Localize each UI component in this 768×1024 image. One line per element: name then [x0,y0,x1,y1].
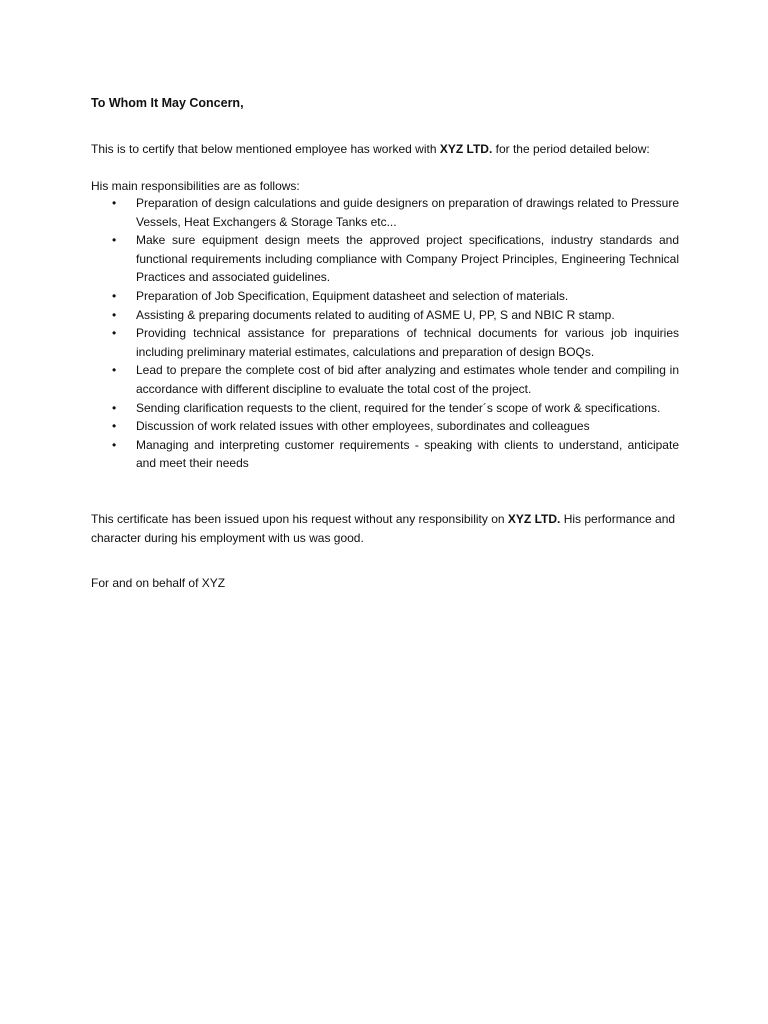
list-item [91,324,679,361]
list-item-text: Preparation of Job Specification, Equipment datasheet and selection of materials. [136,288,569,303]
closing-text-end: His performance and character during his employment with us was good. [91,512,676,545]
list-item [91,306,679,325]
list-item-text: Assisting & preparing documents related to auditing of ASME U, PP, S and NBIC R stamp. [136,307,615,322]
company-name-closing: XYZ LTD. [507,512,561,526]
bullet-icon: • [112,363,117,378]
intro-text-start: This is to certify that below mentioned employee has worked with [91,142,440,156]
responsibilities-heading: His main responsibilities are as follows: [91,179,300,193]
responsibilities-list [91,194,679,473]
list-item [91,231,679,287]
signoff: For and on behalf of XYZ [91,576,226,590]
bullet-icon: • [112,419,117,434]
list-item-text: Lead to prepare the complete cost of bid after analyzing and estimates whole tender and compiling in accordance with different discipline to evaluate the total cost of the project. [136,363,679,396]
salutation: To Whom It May Concern, [91,96,244,110]
list-item-text: Preparation of design calculations and guide designers on preparation of drawings related to Pressure Vessels, Heat Exchangers & Storage Tanks etc... [136,196,679,229]
list-item [91,417,679,436]
intro-text-end: for the period detailed below: [492,142,650,156]
bullet-icon: • [112,437,117,452]
company-name: XYZ LTD. [439,142,493,156]
bullet-icon: • [112,233,117,248]
closing-text-start: This certificate has been issued upon his request without any responsibility on [91,512,508,526]
closing-paragraph [91,510,691,547]
bullet-icon: • [112,196,117,210]
list-item [91,287,679,306]
bullet-icon: • [112,288,117,303]
list-item-text: Sending clarification requests to the client, required for the tender´s scope of work & specifications. [136,400,661,415]
list-item-text: Make sure equipment design meets the approved project specifications, industry standards and functional requirements including compliance with Company Project Principles, Engineering Technical Practices and associated guidelines. [136,233,679,285]
bullet-icon: • [112,400,117,415]
list-item [91,361,679,398]
list-item [91,399,679,418]
list-item [91,436,679,473]
list-item-text: Providing technical assistance for preparations of technical documents for various job inquiries including preliminary material estimates, calculations and preparation of design BOQs. [136,326,679,359]
list-item [91,194,679,231]
intro-paragraph [91,140,691,159]
list-item-text: Discussion of work related issues with other employees, subordinates and colleagues [136,419,590,434]
bullet-icon: • [112,307,117,322]
bullet-icon: • [112,326,117,341]
list-item-text: Managing and interpreting customer requirements - speaking with clients to understand, anticipate and meet their needs [136,437,679,471]
